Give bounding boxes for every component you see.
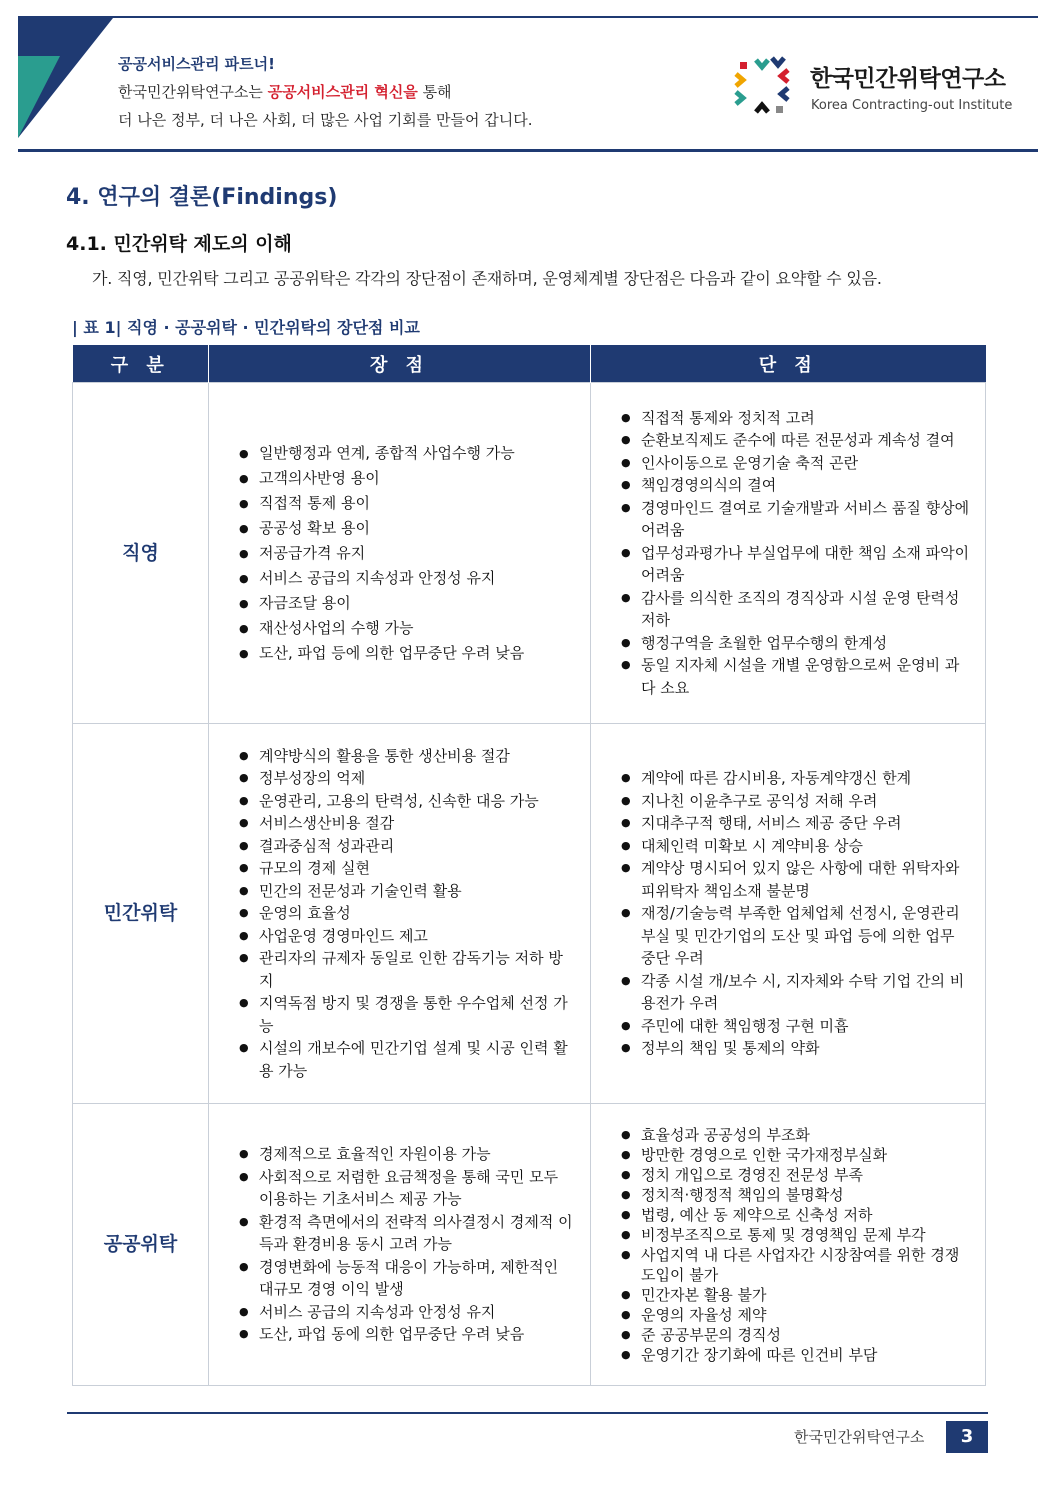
page-number: 3 [946, 1421, 988, 1453]
slogan-line-1: 공공서비스관리 파트너! [118, 55, 275, 73]
list-item: ● 정부의 책임 및 통제의 약화 [621, 1037, 971, 1060]
list-item: ● 정부성장의 억제 [239, 767, 576, 790]
list-item: ● 고객의사반영 용이 [239, 466, 576, 491]
list-item: ● 민간의 전문성과 기술인력 활용 [239, 880, 576, 903]
list-item: ● 서비스 공급의 지속성과 안정성 유지 [239, 1301, 576, 1324]
list-item: ● 저공급가격 유지 [239, 541, 576, 566]
list-item: ● 결과중심적 성과관리 [239, 835, 576, 858]
pros-cell [209, 724, 591, 1104]
cons-list [591, 767, 985, 1060]
cons-cell [591, 1104, 986, 1386]
list-item: ● 경영변화에 능동적 대응이 가능하며, 제한적인 대규모 경영 이익 발생 [239, 1256, 576, 1301]
table-caption: | 표 1| 직영 · 공공위탁 · 민간위탁의 장단점 비교 [72, 318, 420, 337]
pros-list [209, 441, 590, 666]
footer-rule [67, 1412, 988, 1414]
list-item: ● 법령, 예산 동 제약으로 신축성 저하 [621, 1205, 971, 1225]
header-bottom-rule [18, 149, 1038, 152]
list-item: ● 재정/기술능력 부족한 업체업체 선정시, 운영관리 부실 및 민간기업의 도산 및 파업 등에 의한 업무 중단 우려 [621, 902, 971, 970]
list-item: ● 운영기간 장기화에 따른 인건비 부담 [621, 1345, 971, 1365]
list-item: ● 경영마인드 결여로 기술개발과 서비스 품질 향상에 어려움 [621, 497, 971, 542]
list-item: ● 비정부조직으로 통제 및 경영책임 문제 부각 [621, 1225, 971, 1245]
list-item: ● 사업지역 내 다른 사업자간 시장참여를 위한 경쟁 도입이 불가 [621, 1245, 971, 1285]
row-category: 공공위탁 [73, 1104, 209, 1386]
list-item: ● 준 공공부문의 경직성 [621, 1325, 971, 1345]
cons-cell [591, 383, 986, 724]
cons-cell [591, 724, 986, 1104]
list-item: ● 계약에 따른 감시비용, 자동계약갱신 한계 [621, 767, 971, 790]
list-item: ● 순환보직제도 준수에 따른 전문성과 계속성 결여 [621, 429, 971, 452]
slogan-line-3: 더 나은 정부, 더 나은 사회, 더 많은 사업 기회를 만들어 갑니다. [118, 111, 533, 129]
list-item: ● 직접적 통제와 정치적 고려 [621, 407, 971, 430]
cons-list [591, 1125, 985, 1365]
row-category: 직영 [73, 383, 209, 724]
list-item: ● 운영의 자율성 제약 [621, 1305, 971, 1325]
list-item: ● 관리자의 규제자 동일로 인한 감독기능 저하 방지 [239, 947, 576, 992]
list-item: ● 환경적 측면에서의 전략적 의사결정시 경제적 이득과 환경비용 동시 고려 가능 [239, 1211, 576, 1256]
logo-name-en: Korea Contracting-out Institute [811, 98, 1013, 113]
pros-cell [209, 383, 591, 724]
list-item: ● 서비스생산비용 절감 [239, 812, 576, 835]
list-item: ● 각종 시설 개/보수 시, 지자체와 수탁 기업 간의 비용전가 우려 [621, 970, 971, 1015]
table-row-private [73, 724, 986, 1104]
institute-logo [732, 52, 1032, 122]
list-item: ● 운영의 효율성 [239, 902, 576, 925]
summary-paragraph: 가. 직영, 민간위탁 그리고 공공위탁은 각각의 장단점이 존재하며, 운영체계별 장단점은 다음과 같이 요약할 수 있음. [92, 269, 882, 288]
list-item: ● 자금조달 용이 [239, 591, 576, 616]
slogan-line-2-pre: 한국민간위탁연구소는 [118, 83, 268, 101]
list-item: ● 정치적·행정적 책임의 불명확성 [621, 1185, 971, 1205]
table-row-public [73, 1104, 986, 1386]
corner-decoration [18, 18, 113, 138]
logo-name-ko: 한국민간위탁연구소 [810, 66, 1006, 92]
pros-list [209, 1143, 590, 1346]
list-item: ● 민간자본 활용 불가 [621, 1285, 971, 1305]
slogan-line-2 [118, 78, 533, 106]
cons-list [591, 407, 985, 700]
table-header-row [73, 345, 986, 383]
list-item: ● 규모의 경제 실현 [239, 857, 576, 880]
list-item: ● 지나친 이윤추구로 공익성 저해 우려 [621, 790, 971, 813]
list-item: ● 지역독점 방지 및 경쟁을 통한 우수업체 선정 가능 [239, 992, 576, 1037]
list-item: ● 정치 개입으로 경영진 전문성 부족 [621, 1165, 971, 1185]
logo-mark-icon [732, 52, 800, 120]
list-item: ● 행정구역을 초월한 업무수행의 한계성 [621, 632, 971, 655]
comparison-table [72, 345, 986, 1386]
list-item: ● 일반행정과 연계, 종합적 사업수행 가능 [239, 441, 576, 466]
list-item: ● 운영관리, 고용의 탄력성, 신속한 대응 가능 [239, 790, 576, 813]
header-pros: 장 점 [209, 345, 591, 383]
list-item: ● 도산, 파업 등에 의한 업무중단 우려 낮음 [239, 641, 576, 666]
table-row-direct [73, 383, 986, 724]
list-item: ● 인사이동으로 운영기술 축적 곤란 [621, 452, 971, 475]
list-item: ● 효율성과 공공성의 부조화 [621, 1125, 971, 1145]
list-item: ● 계약방식의 활용을 통한 생산비용 절감 [239, 745, 576, 768]
list-item: ● 공공성 확보 용이 [239, 516, 576, 541]
list-item: ● 경제적으로 효율적인 자원이용 가능 [239, 1143, 576, 1166]
row-category: 민간위탁 [73, 724, 209, 1104]
list-item: ● 대체인력 미확보 시 계약비용 상승 [621, 835, 971, 858]
list-item: ● 서비스 공급의 지속성과 안정성 유지 [239, 566, 576, 591]
list-item: ● 주민에 대한 책임행정 구현 미흡 [621, 1015, 971, 1038]
footer-org-name: 한국민간위탁연구소 [794, 1428, 925, 1446]
list-item: ● 도산, 파업 동에 의한 업무중단 우려 낮음 [239, 1323, 576, 1346]
list-item: ● 사업운영 경영마인드 제고 [239, 925, 576, 948]
section-title: 4. 연구의 결론(Findings) [66, 185, 338, 210]
header-category: 구 분 [73, 345, 209, 383]
pros-list [209, 745, 590, 1083]
list-item: ● 동일 지자체 시설을 개별 운영함으로써 운영비 과다 소요 [621, 654, 971, 699]
list-item: ● 지대추구적 행태, 서비스 제공 중단 우려 [621, 812, 971, 835]
header-cons: 단 점 [591, 345, 986, 383]
list-item: ● 계약상 명시되어 있지 않은 사항에 대한 위탁자와 피위탁자 책임소재 불분명 [621, 857, 971, 902]
list-item: ● 업무성과평가나 부실업무에 대한 책임 소재 파악이 어려움 [621, 542, 971, 587]
header-slogan [118, 50, 533, 134]
list-item: ● 사회적으로 저렴한 요금책정을 통해 국민 모두 이용하는 기초서비스 제공 가능 [239, 1166, 576, 1211]
slogan-line-2-post: 통해 [417, 83, 452, 101]
slogan-highlight: 공공서비스관리 혁신을 [267, 83, 418, 101]
pros-cell [209, 1104, 591, 1386]
list-item: ● 직접적 통제 용이 [239, 491, 576, 516]
header-top-rule [18, 16, 1038, 18]
list-item: ● 책임경영의식의 결여 [621, 474, 971, 497]
list-item: ● 방만한 경영으로 인한 국가재정부실화 [621, 1145, 971, 1165]
list-item: ● 감사를 의식한 조직의 경직상과 시설 운영 탄력성 저하 [621, 587, 971, 632]
list-item: ● 재산성사업의 수행 가능 [239, 616, 576, 641]
subsection-title: 4.1. 민간위탁 제도의 이해 [66, 233, 292, 255]
list-item: ● 시설의 개보수에 민간기업 설계 및 시공 인력 활용 가능 [239, 1037, 576, 1082]
